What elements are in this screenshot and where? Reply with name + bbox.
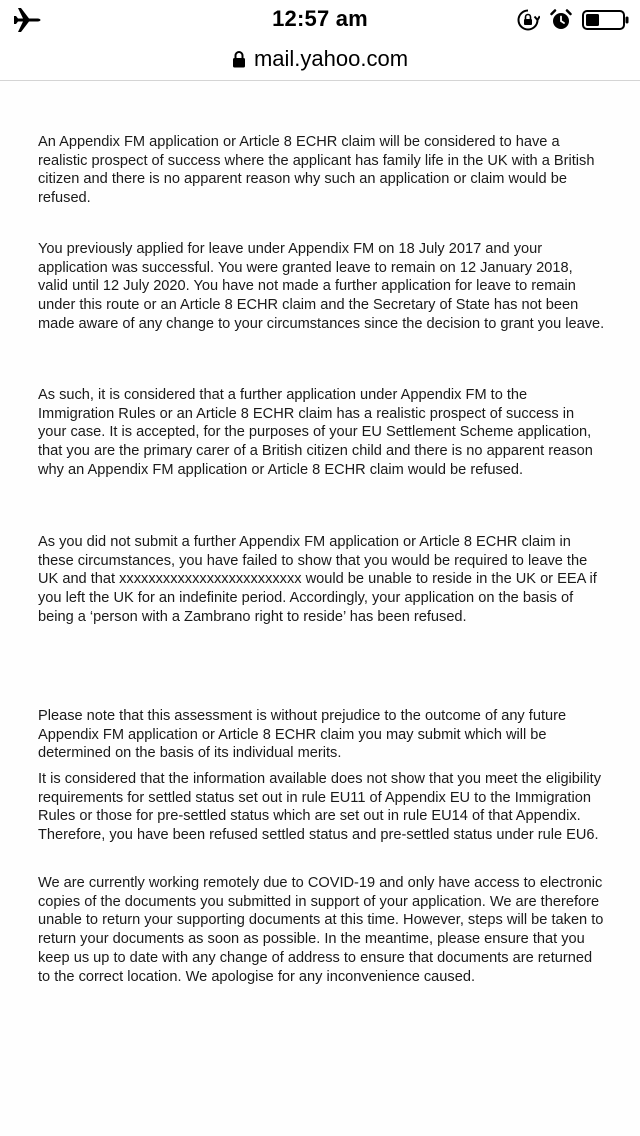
paragraph-primary-carer: As such, it is considered that a further application under Appendix FM to the Immigration Rules or an Article 8 ECHR claim has a realistic prospect of success in your case. It is accepted, for the purposes of your EU Settlement Scheme application, that you are the primary carer of a British citizen child and there is no apparent reason why an Appendix FM application or Article 8 ECHR claim would be refused.: [38, 387, 593, 478]
status-bar: [0, 0, 640, 40]
lock-icon: [232, 50, 246, 68]
battery-icon: [582, 10, 630, 30]
paragraph-previous-application: You previously applied for leave under Appendix FM on 18 July 2017 and your application was successful. You were granted leave to remain on 12 January 2018, valid until 12 July 2020. You have not made a further application for leave to remain under this route or an Article 8 ECHR claim and the Secretary of State has not been made aware of any change to your circumstances since the decision to grant you leave.: [38, 241, 605, 332]
status-time: 12:57 am: [272, 6, 368, 31]
paragraph-covid-notice: We are currently working remotely due to COVID-19 and only have access to electronic copies of the documents you submitted in support of your application. We are therefore unable to return your supporting documents at this time. However, steps will be taken to return your documents as soon as possible. In the meantime, please ensure that you keep us up to date with any change of address to ensure that documents are returned to the correct location. We apologise for any inconvenience caused.: [38, 875, 604, 985]
address-bar[interactable]: [0, 40, 640, 78]
status-icons: [516, 8, 630, 32]
paragraph-prospect-of-success: An Appendix FM application or Article 8 ECHR claim will be considered to have a realistic prospect of success where the applicant has family life in the UK with a British citizen and there is no apparent reason why such an application or claim would be refused.: [38, 134, 595, 207]
alarm-icon: [550, 9, 572, 31]
document-view[interactable]: [0, 81, 640, 1136]
paragraph-without-prejudice: Please note that this assessment is without prejudice to the outcome of any future Appendix FM application or Article 8 ECHR claim you may submit which will be determined on the basis of its individual merits.: [38, 708, 567, 762]
paragraph-zambrano-refused: As you did not submit a further Appendix FM application or Article 8 ECHR claim in these circumstances, you have failed to show that you would be required to leave the UK and that xxxxxxxxxxxxxxxxxxxxxxxxx would be unable to reside in the UK or EEA if you left the UK for an indefinite period. Accordingly, your application on the basis of being a ‘person with a Zambrano right to reside’ has been refused.: [38, 534, 597, 625]
paragraph-eligibility-requirements: It is considered that the information available does not show that you meet the eligibility requirements for settled status set out in rule EU11 of Appendix EU to the Immigration Rules or those for pre-settled status which are set out in rule EU14 of that Appendix. Therefore, you have been refused settled status and pre-settled status under rule EU6.: [38, 771, 601, 844]
rotation-lock-icon: [516, 8, 540, 32]
url-text[interactable]: mail.yahoo.com: [253, 46, 409, 71]
